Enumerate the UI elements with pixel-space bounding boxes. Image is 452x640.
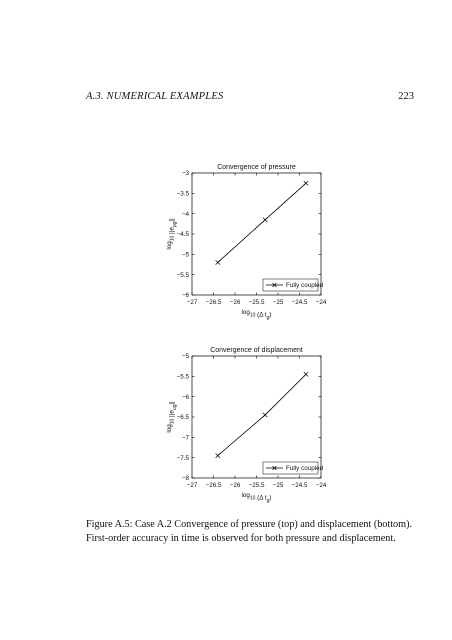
y-axis-label-part: || xyxy=(168,401,176,405)
x-tick-label: −25.5 xyxy=(248,482,265,489)
x-tick-label: −24 xyxy=(315,482,327,489)
y-tick-label: −5 xyxy=(181,353,189,361)
x-tick-label: −26 xyxy=(229,299,241,306)
x-axis-label-part: g xyxy=(266,315,270,321)
y-tick-label: −3.5 xyxy=(176,190,189,198)
running-head-title: A.3. NUMERICAL EXAMPLES xyxy=(86,91,224,102)
plot-frame xyxy=(192,356,321,478)
y-tick-label: −6 xyxy=(181,292,189,300)
x-axis-label-part: 10 xyxy=(249,312,256,319)
pressure-convergence-chart xyxy=(0,155,452,330)
y-tick-label: −3 xyxy=(181,170,189,178)
x-axis-label-part: log xyxy=(241,492,250,499)
y-axis-label-part: || xyxy=(168,218,176,222)
x-tick-label: −24.5 xyxy=(291,299,308,306)
y-axis-label-part: 10 xyxy=(169,418,176,425)
series-line xyxy=(218,374,306,455)
y-tick-label: −8 xyxy=(181,475,189,483)
x-tick-label: −25 xyxy=(272,299,284,306)
series-point-x-marker xyxy=(304,181,308,185)
series-point-x-marker xyxy=(216,453,220,457)
y-axis-label-part: ug xyxy=(172,404,178,411)
legend-label: Fully coupled xyxy=(286,282,324,290)
x-axis-label-part: 10 xyxy=(249,495,256,502)
x-tick-label: −26.5 xyxy=(205,299,222,306)
y-tick-label: −6 xyxy=(181,393,189,401)
y-tick-label: −4 xyxy=(181,210,189,218)
running-head xyxy=(86,91,414,105)
figure-caption: Figure A.5: Case A.2 Convergence of pressure (top) and displacement (bottom). First-order accuracy in time is observed for both pressure and displacement. xyxy=(86,519,413,544)
y-axis-label-part: 10 xyxy=(169,235,176,242)
y-axis-label-part: log xyxy=(166,241,173,250)
x-tick-label: −27 xyxy=(186,482,198,489)
y-tick-label: −5.5 xyxy=(176,373,189,381)
series-point-x-marker xyxy=(263,413,267,417)
x-tick-label: −24.5 xyxy=(291,482,308,489)
x-axis-label xyxy=(241,309,271,321)
y-axis-label-part: ||e xyxy=(168,227,176,236)
y-tick-label: −7 xyxy=(181,434,189,442)
x-axis-label-part: ) xyxy=(269,494,272,502)
x-axis-label-part: (Δ t xyxy=(255,494,267,502)
x-tick-label: −26 xyxy=(229,482,241,489)
x-tick-label: −24 xyxy=(315,299,327,306)
series-point-x-marker xyxy=(304,372,308,376)
page-number: 223 xyxy=(398,91,414,102)
legend-label: Fully coupled xyxy=(286,465,324,473)
displacement-convergence-chart xyxy=(0,338,452,513)
x-tick-label: −27 xyxy=(186,299,198,306)
chart-title: Convergence of displacement xyxy=(210,347,303,354)
y-tick-label: −5 xyxy=(181,251,189,259)
plot-frame xyxy=(192,173,321,295)
x-axis-label-part: (Δ t xyxy=(255,311,267,319)
chart-title: Convergence of pressure xyxy=(217,164,296,171)
y-tick-label: −7.5 xyxy=(176,454,189,462)
y-tick-label: −6.5 xyxy=(176,414,189,422)
x-tick-label: −25 xyxy=(272,482,284,489)
x-axis-label xyxy=(241,492,271,504)
series-line xyxy=(218,183,306,262)
x-tick-label: −26.5 xyxy=(205,482,222,489)
y-tick-label: −4.5 xyxy=(176,231,189,239)
y-tick-label: −5.5 xyxy=(176,271,189,279)
x-axis-label-part: ) xyxy=(269,311,272,319)
y-axis-label-part: ||e xyxy=(168,410,176,419)
series-point-x-marker xyxy=(216,260,220,264)
y-axis-label-part: pg xyxy=(172,221,178,228)
x-axis-label-part: g xyxy=(266,498,270,504)
x-tick-label: −25.5 xyxy=(248,299,265,306)
series-point-x-marker xyxy=(263,218,267,222)
y-axis-label-part: log xyxy=(166,424,173,433)
x-axis-label-part: log xyxy=(241,309,250,316)
